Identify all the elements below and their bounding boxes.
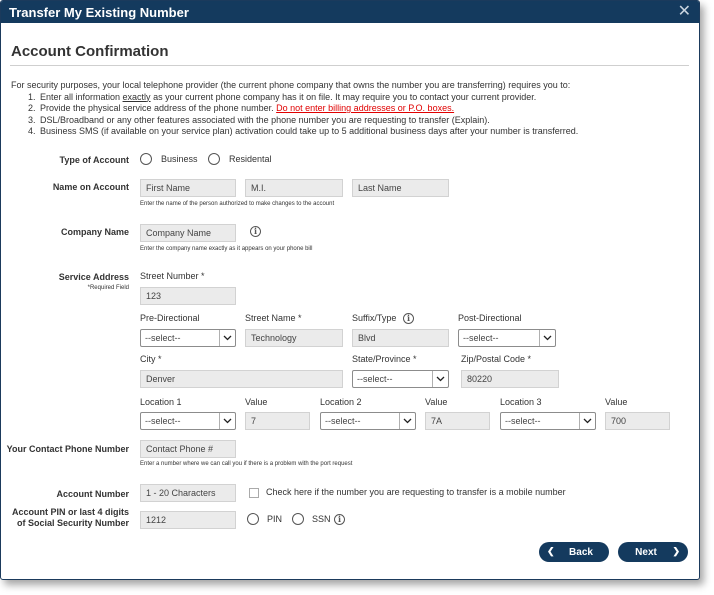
intro-item-3 (38, 115, 700, 127)
ssn-radio[interactable] (292, 513, 304, 525)
intro-item-1-emphasis: exactly (122, 91, 151, 102)
zip-input[interactable]: 80220 (461, 370, 559, 388)
contact-phone-hint: Enter a number where we can call you if there is a problem with the port request (140, 461, 353, 467)
pin-label-line-1: Account PIN or last 4 digits (11, 507, 129, 517)
suffix-label: Suffix/Type (352, 313, 397, 323)
chevron-down-icon (219, 413, 235, 429)
zip-label: Zip/Postal Code * (461, 354, 532, 364)
location-1-label: Location 1 (140, 397, 182, 407)
ssn-radio-label: SSN (312, 514, 331, 524)
location-2-label: Location 2 (320, 397, 362, 407)
value-2-input[interactable]: 7A (425, 412, 490, 430)
company-hint: Enter the company name exactly as it appears on your phone bill (140, 246, 313, 252)
value-1-label: Value (245, 397, 268, 407)
intro-lead: For security purposes, your local telephone provider (the current phone company that owns the number you are transferring) requires you to: (11, 80, 571, 90)
required-field-note: *Required Field (87, 285, 129, 291)
intro-item-4-text: Business SMS (if available on your service plan) activation could take up to 5 additional business days after your number is transferred. (40, 126, 579, 136)
city-label: City * (140, 354, 162, 364)
location-2-value: --select-- (325, 416, 361, 426)
intro-item-3-text: DSL/Broadband or any other features associated with the phone number you are requesting to transfer ( (40, 114, 455, 125)
location-2-select[interactable] (320, 412, 416, 430)
next-button-label: Next (635, 546, 657, 558)
pre-directional-value: --select-- (145, 333, 181, 343)
intro-item-1 (38, 92, 700, 104)
mobile-number-checkbox[interactable] (249, 488, 259, 498)
intro-item-2 (38, 103, 700, 115)
residental-radio[interactable] (208, 153, 220, 165)
pin-label-line-2: of Social Security Number (16, 518, 129, 528)
intro-item-1-rest: as your current phone company has it on file. It may require you to contact your current provider. (150, 91, 537, 102)
pin-radio-label: PIN (267, 514, 283, 524)
intro-list (11, 92, 700, 138)
post-directional-label: Post-Directional (458, 313, 522, 323)
account-number-label: Account Number (56, 489, 129, 499)
value-3-label: Value (605, 397, 628, 407)
chevron-down-icon (399, 413, 415, 429)
section-title: Account Confirmation (11, 43, 169, 60)
middle-initial-input[interactable]: M.I. (245, 179, 343, 197)
state-select[interactable] (352, 370, 449, 388)
post-directional-value: --select-- (463, 333, 499, 343)
name-hint: Enter the name of the person authorized to make changes to the account (140, 201, 335, 207)
street-number-input[interactable]: 123 (140, 287, 236, 305)
business-radio[interactable] (140, 153, 152, 165)
location-3-label: Location 3 (500, 397, 542, 407)
street-number-label: Street Number * (140, 271, 205, 281)
chevron-down-icon (219, 330, 235, 346)
first-name-input[interactable]: First Name (140, 179, 236, 197)
chevron-down-icon (539, 330, 555, 346)
intro-text (11, 80, 700, 138)
post-directional-select[interactable] (458, 329, 556, 347)
service-address-label: Service Address (58, 272, 129, 282)
location-3-select[interactable] (500, 412, 596, 430)
company-info-icon[interactable]: i (250, 226, 261, 237)
pin-radio[interactable] (247, 513, 259, 525)
back-button-label: Back (569, 546, 593, 558)
intro-item-3-rest: ). (484, 114, 490, 125)
name-label: Name on Account (52, 182, 129, 192)
chevron-right-icon: ❯ (672, 546, 680, 556)
account-type-label: Type of Account (59, 155, 129, 165)
value-2-label: Value (425, 397, 448, 407)
value-3-input[interactable]: 700 (605, 412, 670, 430)
back-button[interactable] (539, 542, 609, 562)
ssn-info-icon[interactable]: i (334, 514, 345, 525)
intro-item-4 (38, 126, 700, 138)
chevron-left-icon: ❮ (547, 546, 555, 556)
location-1-value: --select-- (145, 416, 181, 426)
chevron-down-icon (579, 413, 595, 429)
divider (10, 65, 689, 66)
intro-item-2-text: Provide the physical service address of the phone number. (40, 103, 277, 113)
dialog-title: Transfer My Existing Number (9, 4, 189, 20)
location-1-select[interactable] (140, 412, 236, 430)
street-name-label: Street Name * (245, 313, 302, 323)
close-icon[interactable]: ✕ (677, 3, 691, 20)
business-radio-label: Business (161, 154, 198, 164)
mobile-number-checkbox-label: Check here if the number you are requesting to transfer is a mobile number (266, 487, 566, 497)
state-label: State/Province * (352, 354, 417, 364)
contact-phone-input[interactable]: Contact Phone # (140, 440, 236, 458)
next-button[interactable] (618, 542, 688, 562)
company-label: Company Name (60, 227, 129, 237)
explain-link[interactable]: Explain (454, 114, 485, 125)
intro-item-1-text: Enter all information (40, 91, 123, 102)
pre-directional-label: Pre-Directional (140, 313, 200, 323)
chevron-down-icon (432, 371, 448, 387)
value-1-input[interactable]: 7 (245, 412, 310, 430)
state-value: --select-- (357, 374, 393, 384)
title-bar (1, 1, 699, 23)
company-name-input[interactable]: Company Name (140, 224, 236, 242)
pin-input[interactable]: 1212 (140, 511, 236, 529)
street-name-input[interactable]: Technology (245, 329, 343, 347)
suffix-info-icon[interactable]: i (403, 313, 414, 324)
intro-item-2-warning: Do not enter billing addresses or P.O. boxes. (276, 103, 455, 113)
last-name-input[interactable]: Last Name (352, 179, 449, 197)
account-number-input[interactable]: 1 - 20 Characters (140, 484, 236, 502)
contact-phone-label: Your Contact Phone Number (6, 444, 129, 454)
residental-radio-label: Residental (229, 154, 272, 164)
city-input[interactable]: Denver (140, 370, 343, 388)
location-3-value: --select-- (505, 416, 541, 426)
pre-directional-select[interactable] (140, 329, 236, 347)
suffix-input[interactable]: Blvd (352, 329, 449, 347)
